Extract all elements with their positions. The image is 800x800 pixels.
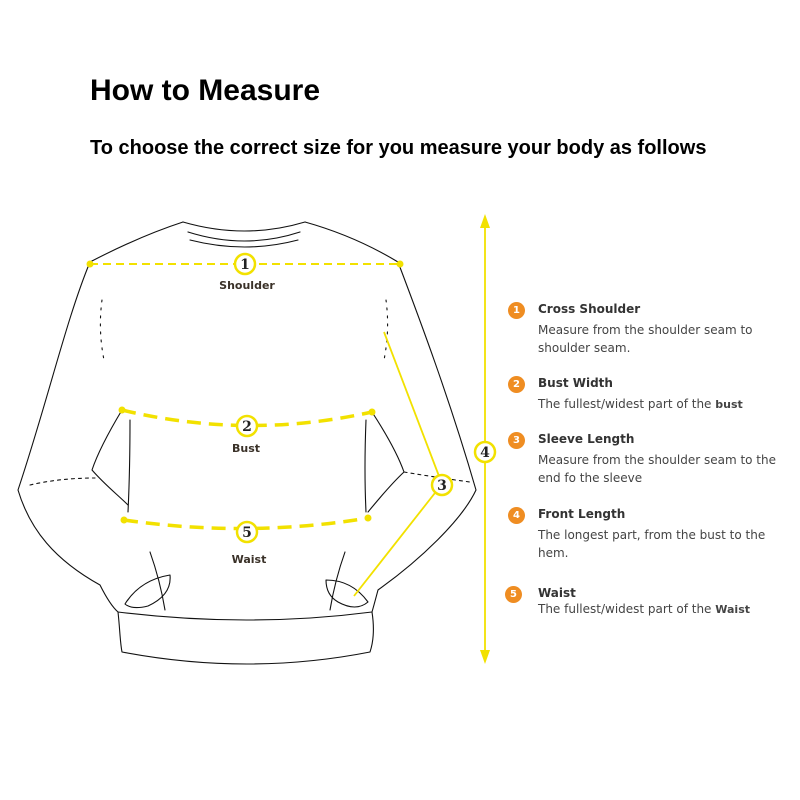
legend-badge-5: 5 — [505, 586, 522, 603]
bust-right-point — [369, 409, 376, 416]
marker-4 — [475, 442, 495, 462]
marker-2 — [237, 416, 257, 436]
marker-4-number: 4 — [480, 445, 490, 461]
legend-description: The fullest/widest part of the Waist — [538, 602, 751, 616]
marker-5-number: 5 — [242, 525, 252, 541]
shoulder-label: Shoulder — [219, 279, 275, 292]
marker-1-number: 1 — [240, 257, 250, 273]
legend-title: Waist — [538, 586, 576, 600]
page-title: How to Measure — [90, 74, 321, 107]
legend-badge-1: 1 — [508, 302, 525, 319]
marker-3-number: 3 — [437, 478, 447, 494]
waist-label: Waist — [231, 553, 267, 566]
legend-title: Front Length — [538, 507, 626, 521]
marker-2-number: 2 — [242, 419, 252, 435]
bust-label: Bust — [231, 442, 261, 455]
shoulder-left-point — [87, 261, 94, 268]
shoulder-right-point — [397, 261, 404, 268]
waist-left-point — [121, 517, 128, 524]
sleeve-guide-lower — [354, 484, 442, 596]
legend-description: The longest part, from the bust to the hem. — [538, 528, 766, 560]
marker-5 — [237, 522, 257, 542]
marker-3 — [432, 475, 452, 495]
legend-badge-2: 2 — [508, 376, 525, 393]
legend-badge-3: 3 — [508, 432, 525, 449]
length-arrow-top — [480, 214, 490, 228]
sleeve-guide-upper — [384, 332, 442, 484]
legend-description: Measure from the shoulder seam to the end fo the sleeve — [538, 453, 776, 485]
legend-badge-4: 4 — [508, 507, 525, 524]
legend-title: Sleeve Length — [538, 432, 635, 446]
waist-right-point — [365, 515, 372, 522]
legend-description: Measure from the shoulder seam to shoulder seam. — [538, 323, 753, 355]
legend-description: The fullest/widest part of the bust — [538, 397, 743, 411]
marker-1 — [235, 254, 255, 274]
page-subtitle: To choose the correct size for you measure your body as follows — [90, 137, 707, 159]
legend-title: Cross Shoulder — [538, 302, 641, 316]
length-arrow-bottom — [480, 650, 490, 664]
bust-left-point — [119, 407, 126, 414]
legend-title: Bust Width — [538, 376, 613, 390]
